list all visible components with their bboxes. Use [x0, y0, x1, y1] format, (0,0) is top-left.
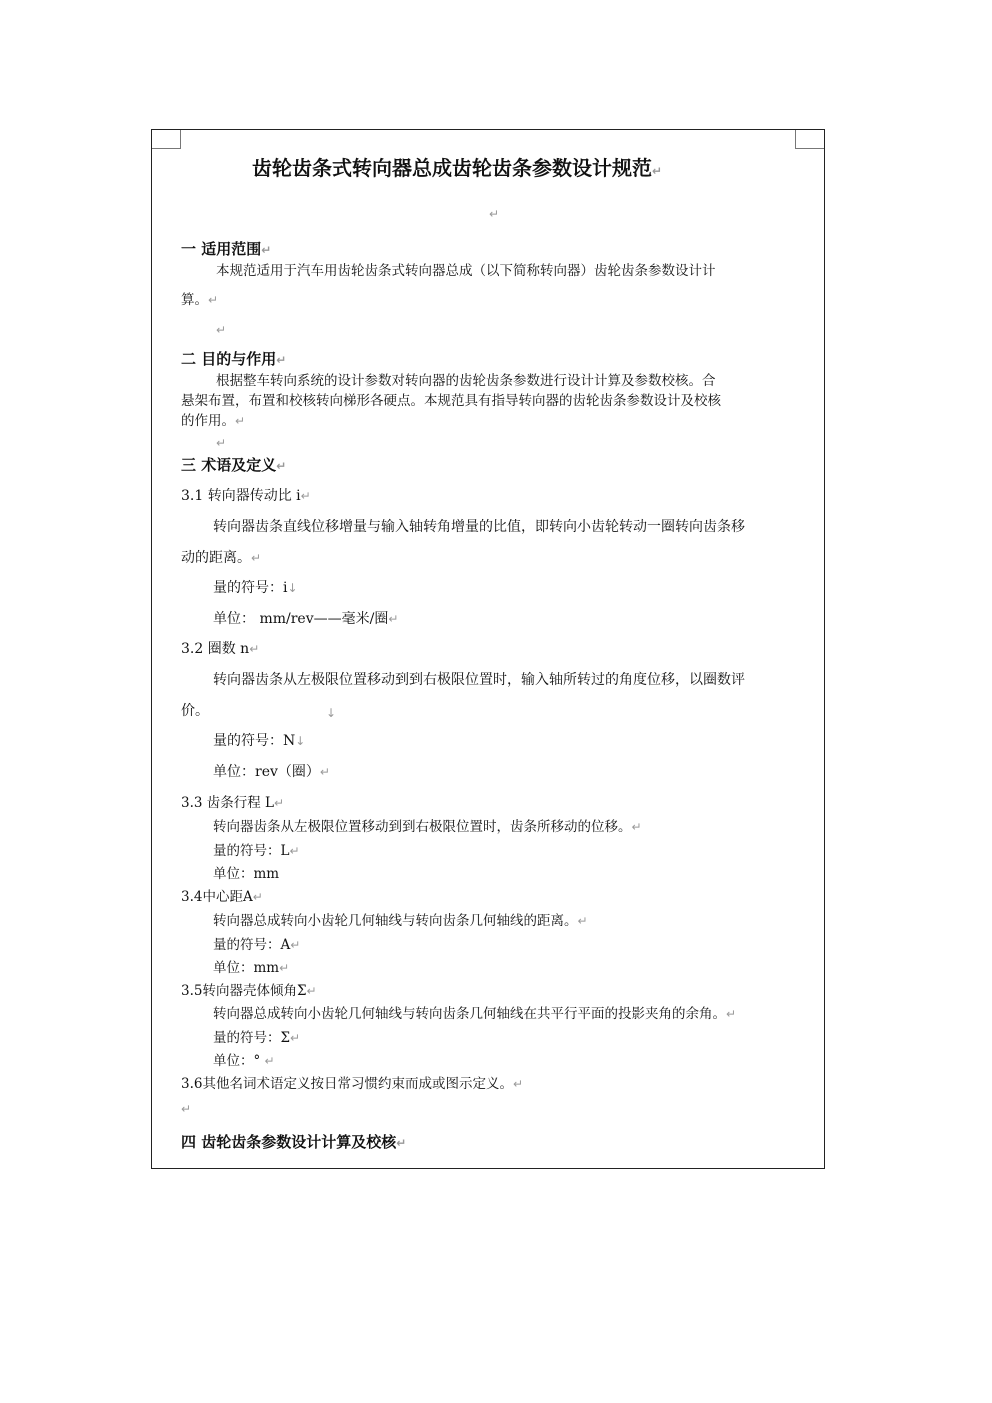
document-title: 齿轮齿条式转向器总成齿轮齿条参数设计规范↵	[252, 156, 663, 180]
term-3-3-symbol: 量的符号：L↵	[213, 843, 300, 859]
term-3-3-title: 3.3 齿条行程 L↵	[181, 795, 285, 811]
term-3-1-definition-line-2: 动的距离。↵	[181, 550, 262, 566]
term-3-3-unit: 单位：mm	[213, 866, 280, 882]
line-break-mark: ↓	[326, 706, 337, 720]
section-3-heading: 三 术语及定义↵	[181, 456, 287, 474]
term-3-5-unit: 单位：° ↵	[213, 1053, 275, 1069]
paragraph-mark: ↵	[216, 436, 227, 450]
section-2-body-line-2: 悬架布置，布置和校核转向梯形各硬点。本规范具有指导转向器的齿轮齿条参数设计及校核	[181, 393, 721, 409]
term-3-1-definition-line-1: 转向器齿条直线位移增量与输入轴转角增量的比值，即转向小齿轮转动一圈转向齿条移	[213, 519, 745, 535]
term-3-2-symbol: 量的符号：N↓	[213, 733, 306, 749]
paragraph-mark: ↵	[181, 1102, 192, 1116]
section-4-heading: 四 齿轮齿条参数设计计算及校核↵	[181, 1133, 407, 1151]
section-1-heading: 一 适用范围↵	[181, 240, 272, 258]
term-3-5-title: 3.5转向器壳体倾角Σ↵	[181, 983, 317, 999]
term-3-5-symbol: 量的符号：Σ↵	[213, 1030, 301, 1046]
term-3-2-unit: 单位：rev（圈）↵	[213, 764, 330, 780]
term-3-1-title: 3.1 转向器传动比 i↵	[181, 488, 311, 504]
paragraph-mark: ↵	[216, 323, 227, 337]
term-3-4-unit: 单位：mm↵	[213, 960, 290, 976]
term-3-1-symbol: 量的符号：i↓	[213, 580, 298, 596]
term-3-4-symbol: 量的符号：A↵	[213, 937, 301, 953]
term-3-4-title: 3.4中心距A↵	[181, 889, 263, 905]
section-1-body-line-1: 本规范适用于汽车用齿轮齿条式转向器总成（以下简称转向器）齿轮齿条参数设计计	[216, 263, 716, 279]
margin-corner-top-left	[152, 130, 181, 149]
term-3-4-definition: 转向器总成转向小齿轮几何轴线与转向齿条几何轴线的距离。↵	[213, 913, 588, 929]
section-2-body-line-3: 的作用。↵	[181, 413, 246, 429]
term-3-1-unit: 单位： mm/rev——毫米/圈↵	[213, 611, 399, 627]
term-3-2-definition-line-2: 价。	[181, 703, 209, 719]
term-3-3-definition: 转向器齿条从左极限位置移动到到右极限位置时，齿条所移动的位移。↵	[213, 819, 642, 835]
term-3-2-title: 3.2 圈数 n↵	[181, 641, 260, 657]
term-3-5-definition: 转向器总成转向小齿轮几何轴线与转向齿条几何轴线在共平行平面的投影夹角的余角。↵	[213, 1006, 737, 1022]
section-2-heading: 二 目的与作用↵	[181, 350, 287, 368]
section-1-body-line-2: 算。↵	[181, 292, 219, 308]
margin-corner-top-right	[795, 130, 824, 149]
term-3-6-title: 3.6其他名词术语定义按日常习惯约束而成或图示定义。↵	[181, 1076, 524, 1092]
section-2-body-line-1: 根据整车转向系统的设计参数对转向器的齿轮齿条参数进行设计计算及参数校核。合	[216, 373, 716, 389]
paragraph-mark: ↵	[489, 207, 500, 221]
term-3-2-definition-line-1: 转向器齿条从左极限位置移动到到右极限位置时，输入轴所转过的角度位移，以圈数评	[213, 672, 745, 688]
